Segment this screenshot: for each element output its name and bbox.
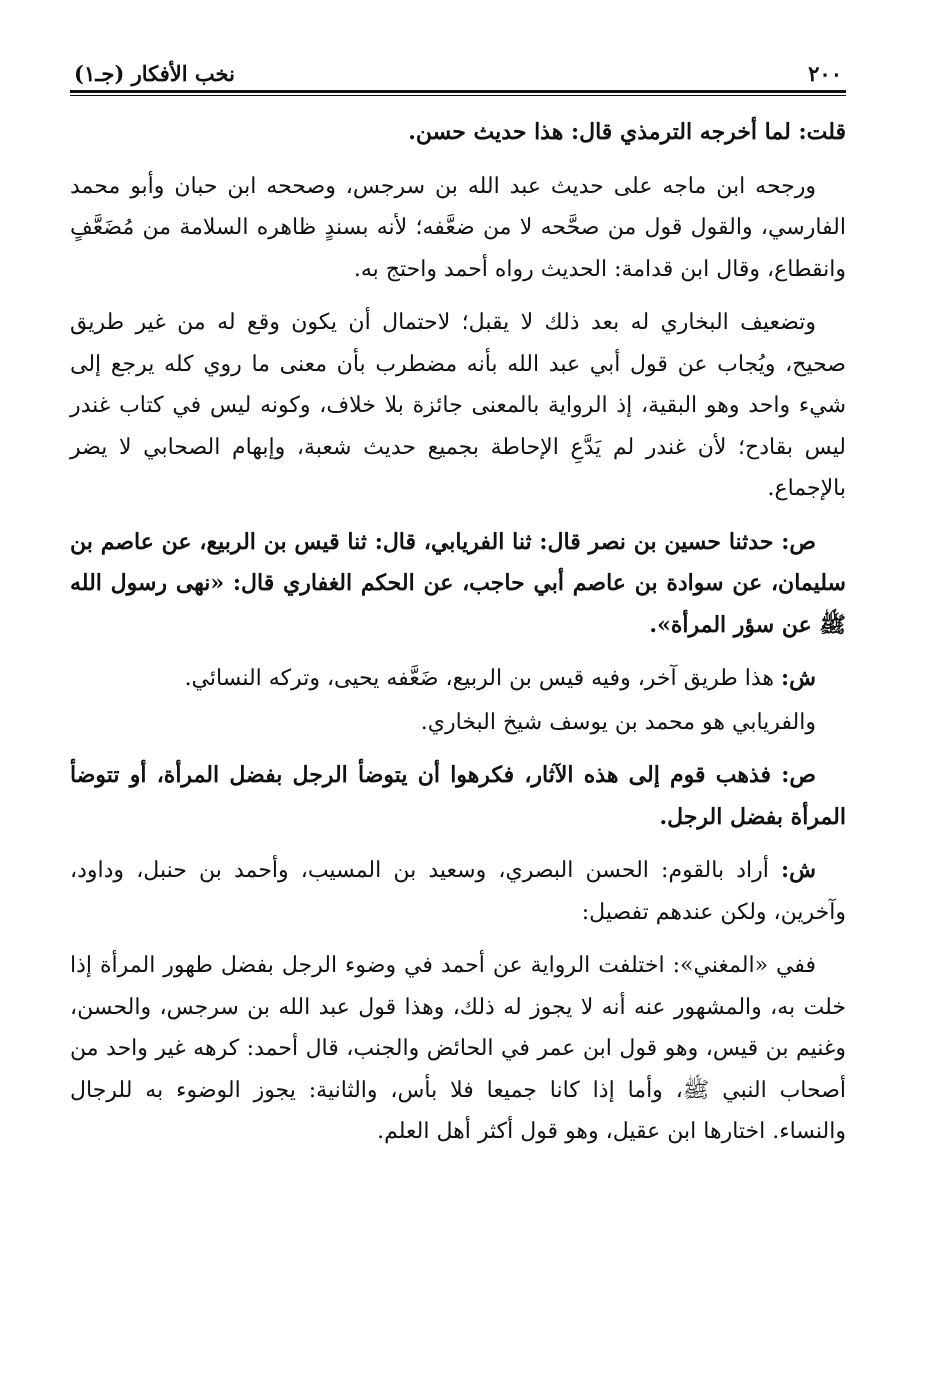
paragraph-text: والفريابي هو محمد بن يوسف شيخ البخاري. <box>420 709 816 735</box>
paragraph-lead: ش: <box>781 665 816 691</box>
page-number: ٢٠٠ <box>808 61 842 86</box>
paragraph-text: هذا طريق آخر، وفيه قيس بن الربيع، ضَعَّفه يحيى، وتركه النسائي. <box>184 666 782 691</box>
header-rule-thick <box>70 90 846 93</box>
paragraph-3 <box>70 302 846 510</box>
header-rule-thin <box>70 95 846 96</box>
body-text <box>70 112 846 1153</box>
page <box>70 48 846 1155</box>
paragraph-text: ورجحه ابن ماجه على حديث عبد الله بن سرجس، وصححه ابن حبان وأبو محمد الفارسي، والقول قول من صحَّحه لا من ضعَّفه؛ لأنه بسندٍ ظاهره السلامة من مُضَعَّفٍ وانقطاع، وقال ابن قدامة: الحديث رواه أحمد واحتج به. <box>70 173 846 282</box>
paragraph-8 <box>70 850 846 933</box>
paragraph-7 <box>70 755 846 838</box>
paragraph-text: وتضعيف البخاري له بعد ذلك لا يقبل؛ لاحتمال أن يكون وقع له من غير طريق صحيح، ويُجاب عن قول أبي عبد الله بأنه مضطرب بأن معنى ما روي كله يرجع إلى شيء واحد وهو البقية، إذ الرواية بالمعنى جائزة بلا خلاف، وكونه ليس في كتاب غندر ليس بقادح؛ لأن غندر لم يَدَّعِ الإحاطة بجميع حديث شعبة، وإبهام الصحابي لا يضر بالإجماع. <box>70 310 846 501</box>
paragraph-6 <box>70 702 846 744</box>
paragraph-lead: ص: <box>781 762 816 788</box>
paragraph-4 <box>70 522 846 647</box>
paragraph-2 <box>70 166 846 291</box>
paragraph-lead: ص: <box>781 528 816 555</box>
paragraph-9 <box>70 945 846 1153</box>
paragraph-text: فذهب قوم إلى هذه الآثار، فكرهوا أن يتوضأ الرجل بفضل المرأة، أو تتوضأ المرأة بفضل الرجل. <box>70 762 846 830</box>
paragraph-text: ففي «المغني»: اختلفت الرواية عن أحمد في وضوء الرجل بفضل طهور المرأة إذا خلت به، والمشهور عنه أنه لا يجوز له ذلك، وهذا قول عبد الله بن سرجس، والحسن، وغنيم بن قيس، وهو قول ابن عمر في الحائض والجنب، قال أحمد: كرهه غير واحد من أصحاب النبي ﷺ، وأما إذا كانا جميعا فلا بأس، والثانية: يجوز الوضوء به للرجال والنساء. اختارها ابن عقيل، وهو قول أكثر أهل العلم. <box>70 953 846 1144</box>
paragraph-lead: ش: <box>781 857 816 883</box>
paragraph-text: أراد بالقوم: الحسن البصري، وسعيد بن المسيب، وأحمد بن حنبل، وداود، وآخرين، ولكن عندهم تفصيل: <box>70 858 846 925</box>
paragraph-1 <box>70 112 846 154</box>
book-title: نخب الأفكار (جـ١) <box>74 61 235 86</box>
running-header <box>70 48 846 86</box>
paragraph-text: حدثنا حسين بن نصر قال: ثنا الفريابي، قال: ثنا قيس بن الربيع، عن عاصم بن سليمان، عن سوادة بن عاصم أبي حاجب، عن الحكم الغفاري قال: «نهى رسول الله ﷺ عن سؤر المرأة». <box>70 528 846 638</box>
paragraph-text: قلت: لما أخرجه الترمذي قال: هذا حديث حسن. <box>408 119 846 145</box>
paragraph-5 <box>70 658 846 700</box>
